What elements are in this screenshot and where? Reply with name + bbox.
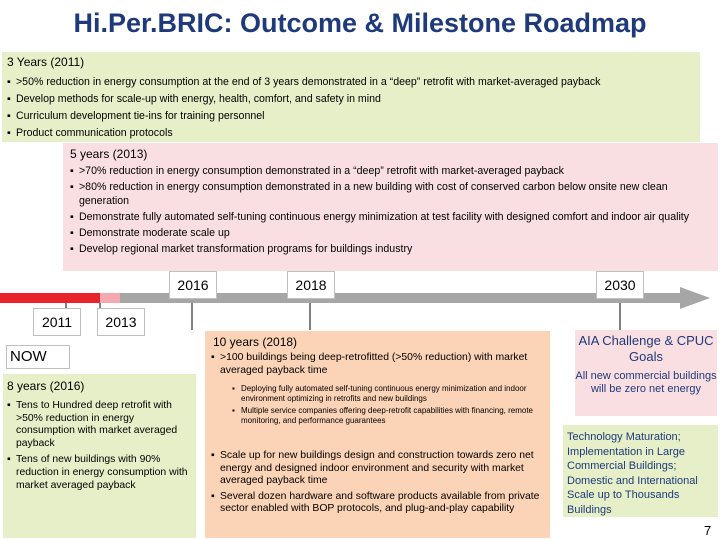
phase-2011-header: 3 Years (2011)	[7, 55, 85, 69]
phase-2018-sub-bullets	[232, 384, 544, 428]
technology-maturation-text: Technology Maturation; Implementation in Large Commercial Buildings; Domestic and International Scale up to Thousands Buildings	[567, 431, 698, 516]
page-title: Hi.Per.BRIC: Outcome & Milestone Roadmap	[73, 8, 647, 38]
page-number: 7	[704, 523, 712, 538]
list-item: ▪ Tens to Hundred deep retrofit with >50% reduction in energy consumption with market averaged payback	[7, 400, 193, 450]
timeline-arrowhead	[680, 287, 710, 309]
year-2011-label: 2011	[33, 308, 81, 336]
list-item: ▪ Several dozen hardware and software products available from private sector enabled with BOP protocols, and plug-and-play capability	[211, 491, 546, 516]
list-item: ▪ Develop regional market transformation programs for buildings industry	[70, 242, 716, 256]
phase-2018-bullets	[211, 352, 546, 380]
list-item: ▪ Multiple service companies offering deep-retrofit capabilities with financing, remote monitoring, and performance guarantees	[232, 406, 544, 426]
list-item: ▪ >70% reduction in energy consumption demonstrated in a “deep” retrofit with market-averaged payback	[70, 164, 716, 178]
list-item: ▪ >80% reduction in energy consumption demonstrated in a new building with cost of conserved carbon below onsite new clean generation	[70, 180, 716, 208]
phase-2013-header: 5 years (2013)	[70, 147, 148, 161]
list-item: ▪ Demonstrate moderate scale up	[70, 226, 716, 240]
list-item: ▪ Develop methods for scale-up with energy, health, comfort, and safety in mind	[7, 91, 697, 108]
list-item: ▪ Curriculum development tie-ins for training personnel	[7, 108, 697, 125]
phase-2016-header: 8 years (2016)	[7, 379, 85, 393]
year-2030-label: 2030	[596, 271, 644, 299]
year-2018-label: 2018	[287, 271, 335, 299]
year-2013-label: 2013	[97, 308, 145, 336]
list-item: ▪ Demonstrate fully automated self-tuning continuous energy minimization at test facility with designed comfort and indoor air quality	[70, 210, 716, 224]
list-item: ▪ Tens of new buildings with 90% reduction in energy consumption with market averaged payback	[7, 454, 193, 492]
list-item: ▪ >50% reduction in energy consumption at the end of 3 years demonstrated in a “deep” retrofit with market-averaged payback	[7, 74, 697, 91]
phase-2018-header: 10 years (2018)	[213, 335, 298, 349]
aia-goals-text: All new commercial buildings will be zero net energy	[575, 370, 717, 395]
phase-2016-bullets	[7, 400, 193, 496]
phase-2018-more-bullets	[211, 450, 546, 519]
aia-goals-title: AIA Challenge & CPUC Goals	[578, 333, 714, 364]
list-item: ▪ >100 buildings being deep-retrofitted (>50% reduction) with market averaged payback time	[211, 352, 546, 377]
list-item: ▪ Product communication protocols	[7, 125, 697, 142]
timeline-segment-pink	[100, 293, 120, 303]
list-item: ▪ Scale up for new buildings design and construction towards zero net energy and designed indoor environment and security with market averaged payback time	[211, 450, 546, 488]
now-marker: NOW	[6, 345, 70, 369]
year-2016-label: 2016	[169, 271, 217, 299]
list-item: ▪ Deploying fully automated self-tuning continuous energy minimization and indoor environment optimizing in retrofits and new buildings	[232, 384, 544, 404]
timeline-segment-red	[0, 293, 100, 303]
